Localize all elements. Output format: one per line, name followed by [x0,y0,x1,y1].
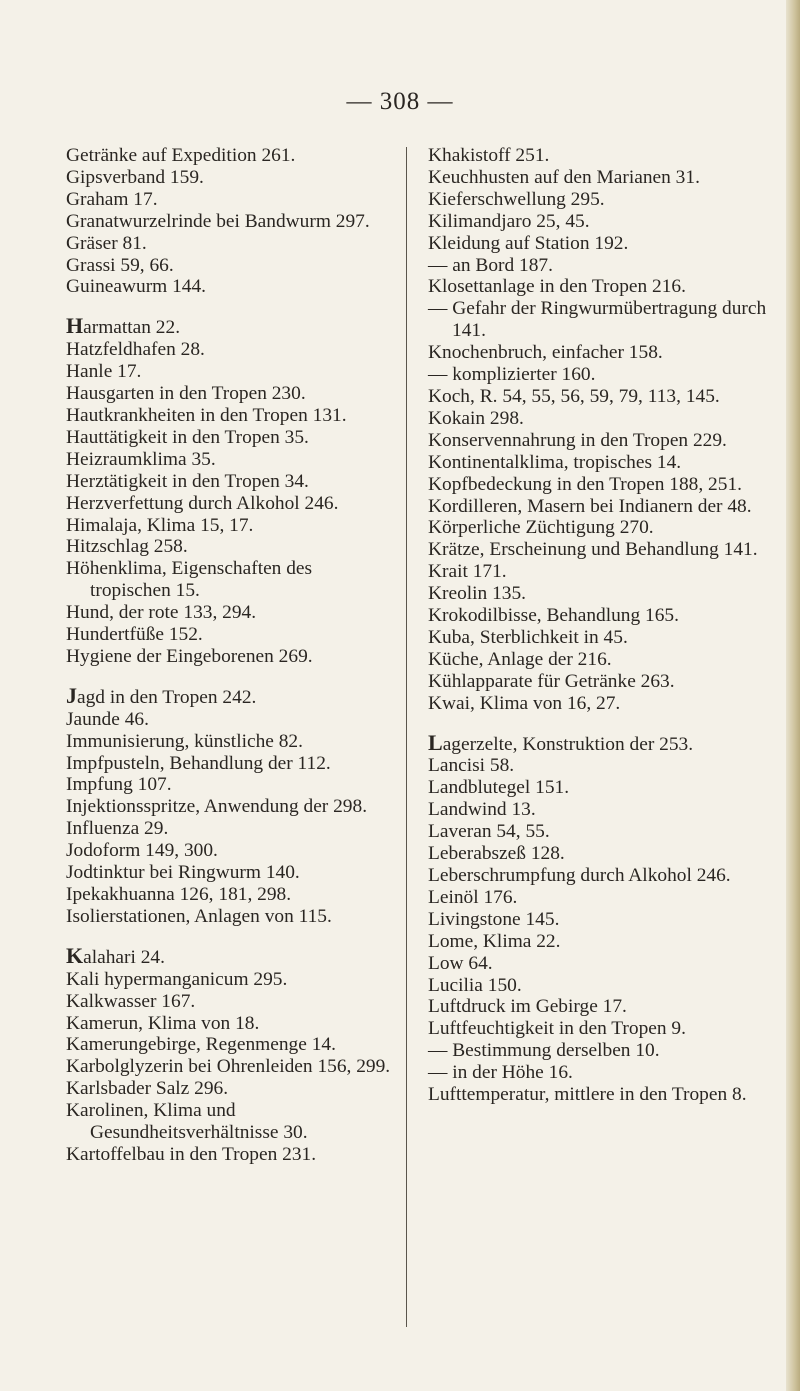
index-entry [66,471,396,493]
index-entry-text: Hanle 17. [66,361,142,383]
index-entry [428,843,773,865]
section-initial-letter: K [66,942,84,968]
index-column-left [66,145,396,1166]
index-entry-text: Hund, der rote 133, 294. [66,602,257,624]
index-entry [66,449,396,471]
index-entry [66,383,396,405]
index-entry [428,605,773,627]
index-entry [428,561,773,583]
index-entry-text: Getränke auf Expedition 261. [66,145,296,166]
index-entry [66,255,396,277]
index-entry [428,777,773,799]
index-entry-text: Keuchhusten auf den Marianen 31. [428,166,700,188]
section-initial-letter: J [66,682,77,708]
index-entry-text: Körperliche Züchtigung 270. [428,517,654,539]
index-entry [66,862,396,884]
index-entry [66,515,396,537]
index-entry [428,1084,773,1106]
index-entry [428,211,773,233]
index-entry-text: Landblutegel 151. [428,777,570,799]
index-entry-text: Gräser 81. [66,232,147,254]
index-entry [428,386,773,408]
index-entry-text: Herzverfettung durch Alkohol 246. [66,492,339,514]
index-entry-text: — Bestimmung derselben 10. [428,1040,660,1062]
index-entry-text: Koch, R. 54, 55, 56, 59, 79, 113, 145. [428,385,720,407]
index-entry-text: Low 64. [428,952,493,974]
index-entry [66,906,396,928]
column-divider [406,147,407,1327]
index-entry-text: Knochenbruch, einfacher 158. [428,342,663,364]
index-entry [428,975,773,997]
index-entry [428,474,773,496]
index-entry-text: Küche, Anlage der 216. [428,648,612,670]
index-entry [66,796,396,818]
index-entry-text: Khakistoff 251. [428,145,550,166]
index-entry-text: Klosettanlage in den Tropen 216. [428,276,686,298]
section-initial-letter: L [428,729,443,755]
index-entry-text: Hitzschlag 258. [66,536,188,558]
index-entry [428,452,773,474]
index-entry-text: — in der Höhe 16. [428,1062,573,1084]
index-entry-text: Impfung 107. [66,774,172,796]
index-entry [428,1040,773,1062]
index-entry [428,189,773,211]
index-entry-text: Isolierstationen, Anlagen von 115. [66,905,332,927]
index-entry-text: Kilimandjaro 25, 45. [428,210,590,232]
index-entry-text: Lome, Klima 22. [428,930,561,952]
index-entry [428,693,773,715]
index-entry-text: Livingstone 145. [428,908,560,930]
index-entry [66,493,396,515]
index-entry [66,942,396,969]
index-entry-text: Influenza 29. [66,818,169,840]
index-entry [66,315,396,339]
index-entry-text: Hygiene der Eingeborenen 269. [66,645,313,667]
index-entry-text: Jodoform 149, 300. [66,840,218,862]
index-entry-text: Grassi 59, 66. [66,254,174,276]
index-entry-text: Karolinen, Klima und Gesundheitsverhältnisse 30. [66,1100,308,1144]
index-entry-text: Ipekakhuanna 126, 181, 298. [66,884,292,905]
index-entry [66,1034,396,1056]
index-entry-text: Krait 171. [428,561,507,583]
index-entry-text: Landwind 13. [428,799,536,821]
index-entry-text: Kartoffelbau in den Tropen 231. [66,1143,317,1165]
index-entry-text: Lufttemperatur, mittlere in den Tropen 8. [428,1084,747,1106]
index-entry [66,624,396,646]
index-entry-text: Kordilleren, Masern bei Indianern der 48. [428,495,752,517]
index-entry [428,953,773,975]
index-entry-text: alahari 24. [83,946,165,968]
index-entry [428,539,773,561]
index-entry [66,1056,396,1078]
index-entry-text: Jodtinktur bei Ringwurm 140. [66,862,300,884]
index-entry-text: Hautkrankheiten in den Tropen 131. [66,404,347,426]
index-entry [66,682,396,709]
index-entry [428,996,773,1018]
index-entry-text: Kalkwasser 167. [66,990,196,1012]
index-entry-text: Kühlapparate für Getränke 263. [428,670,675,692]
index-entry-text: Lancisi 58. [428,755,515,777]
index-entry [66,1100,396,1144]
index-entry [428,496,773,518]
index-entry [428,167,773,189]
index-entry [428,517,773,539]
index-entry [66,646,396,668]
index-column-right [428,145,773,1106]
index-entry [66,602,396,624]
index-entry-text: Konservennahrung in den Tropen 229. [428,429,727,451]
index-entry [66,818,396,840]
index-entry-text: armattan 22. [83,317,181,339]
index-entry [428,364,773,386]
index-entry-text: Kreolin 135. [428,583,527,605]
index-entry-text: Gipsverband 159. [66,166,204,188]
index-entry [428,627,773,649]
index-entry [428,276,773,298]
index-entry-text: — komplizierter 160. [428,364,596,386]
index-entry-text: Guineawurm 144. [66,276,207,298]
index-entry [428,1018,773,1040]
index-entry-text: Kamerungebirge, Regenmenge 14. [66,1034,336,1056]
index-entry [428,298,773,342]
index-entry-text: Himalaja, Klima 15, 17. [66,514,254,536]
page-edge-shadow [786,0,800,1391]
index-entry-text: Jaunde 46. [66,708,149,730]
index-entry [66,774,396,796]
index-entry-text: Karbolglyzerin bei Ohrenleiden 156, 299. [66,1056,391,1078]
index-entry [66,731,396,753]
index-entry [66,969,396,991]
index-entry-text: Heizraumklima 35. [66,448,216,470]
index-entry [66,709,396,731]
index-entry-text: Graham 17. [66,188,158,210]
index-entry [66,840,396,862]
index-entry [428,821,773,843]
index-entry [66,1144,396,1166]
index-entry [66,427,396,449]
index-entry-text: Hauttätigkeit in den Tropen 35. [66,426,309,448]
index-entry-text: Kamerun, Klima von 18. [66,1012,260,1034]
index-entry-text: Impfpusteln, Behandlung der 112. [66,752,331,774]
index-entry-text: Hundertfüße 152. [66,624,203,646]
index-entry-text: Luftdruck im Gebirge 17. [428,996,627,1018]
index-entry-text: Laveran 54, 55. [428,821,550,843]
index-entry-text: Immunisierung, künstliche 82. [66,730,303,752]
index-entry [428,799,773,821]
index-entry-text: Luftfeuchtigkeit in den Tropen 9. [428,1018,686,1040]
index-entry [428,729,773,756]
index-entry-text: Hausgarten in den Tropen 230. [66,383,306,405]
index-entry [66,189,396,211]
index-entry-text: — an Bord 187. [428,254,553,276]
index-entry [66,884,396,906]
index-entry-text: Herztätigkeit in den Tropen 34. [66,470,309,492]
index-entry-text: Krokodilbisse, Behandlung 165. [428,605,679,627]
index-entry [66,361,396,383]
index-entry [428,408,773,430]
index-entry-text: Leinöl 176. [428,886,518,908]
index-entry [66,558,396,602]
index-entry-text: Kuba, Sterblichkeit in 45. [428,626,628,648]
index-entry [66,276,396,298]
index-entry [428,233,773,255]
index-entry-text: Kwai, Klima von 16, 27. [428,692,621,714]
index-entry [428,145,773,167]
index-entry-text: Kali hypermanganicum 295. [66,968,288,990]
index-entry-text: Leberabszeß 128. [428,843,565,865]
index-entry [66,167,396,189]
index-entry-text: Höhenklima, Eigenschaften des tropischen 15. [66,558,313,602]
index-entry [428,755,773,777]
index-entry [66,405,396,427]
index-entry-text: Kleidung auf Station 192. [428,232,629,254]
index-entry-text: Kokain 298. [428,407,524,429]
index-entry [428,887,773,909]
index-entry-text: Kieferschwellung 295. [428,188,605,210]
index-entry-text: Lucilia 150. [428,974,522,996]
index-entry [66,339,396,361]
index-entry [428,931,773,953]
index-entry [428,865,773,887]
index-entry-text: agerzelte, Konstruktion der 253. [442,733,694,755]
page-number: — 308 — [346,88,454,115]
index-entry-text: — Gefahr der Ringwurmübertragung durch 141. [428,298,767,342]
index-entry-text: Kontinentalklima, tropisches 14. [428,451,682,473]
index-entry [428,649,773,671]
index-entry [66,991,396,1013]
index-entry [428,909,773,931]
index-entry [428,583,773,605]
index-entry [428,671,773,693]
index-entry [66,145,396,167]
index-entry [66,753,396,775]
index-entry [66,1013,396,1035]
index-entry-text: Leberschrumpfung durch Alkohol 246. [428,865,731,886]
index-entry-text: Krätze, Erscheinung und Behandlung 141. [428,539,758,561]
index-entry [66,536,396,558]
index-entry-text: Granatwurzelrinde bei Bandwurm 297. [66,210,370,232]
index-entry [66,211,396,233]
index-entry [66,1078,396,1100]
index-entry-text: Karlsbader Salz 296. [66,1078,229,1100]
index-entry-text: Hatzfeldhafen 28. [66,339,205,361]
section-initial-letter: H [66,313,84,339]
index-entry-text: agd in den Tropen 242. [77,686,257,708]
index-entry [428,1062,773,1084]
index-entry [66,233,396,255]
index-entry [428,255,773,277]
index-entry [428,342,773,364]
index-entry-text: Kopfbedeckung in den Tropen 188, 251. [428,473,742,495]
index-entry [428,430,773,452]
index-entry-text: Injektionsspritze, Anwendung der 298. [66,796,368,818]
